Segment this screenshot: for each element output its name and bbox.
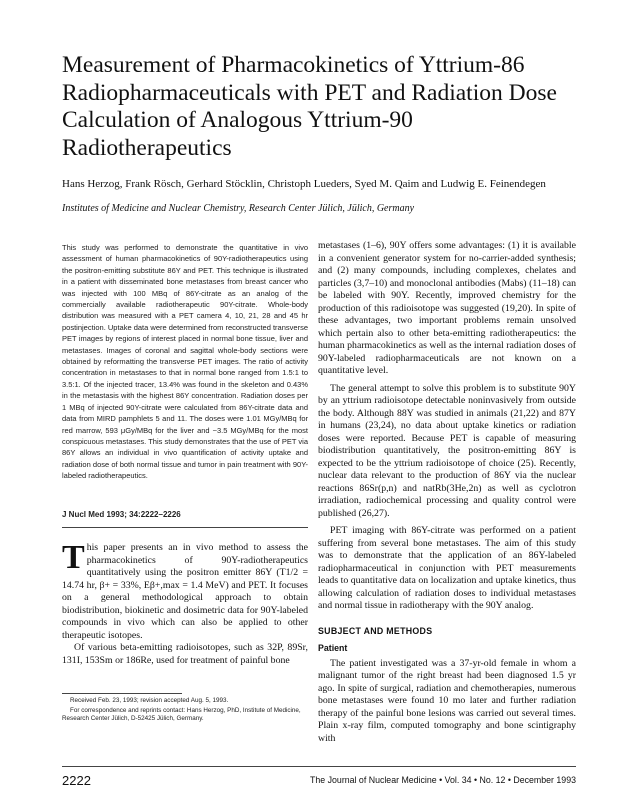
intro-column-left <box>62 539 308 667</box>
intro-paragraph <box>62 539 308 642</box>
body-paragraph: The general attempt to solve this problem is to substitute 90Y by an yttrium radioisotope detectable noninvasively from outside the body. Although 88Y was studied in animals (21,22) and 87Y in humans (23,24), no data about uptake kinetics or radiation doses were reported. Because PET is capable of measuring biodistribution quantitatively, the positron-emitting 86Y is expected to be the yttrium radioisotope of choice (25). Recently, nuclear data relevant to the production of 86Y via the nuclear reactions 86Sr(p,n) and natRb(3He,2n) as well as cyclotron irradiation, radiochemical processing and quality control were published (26,27). <box>318 382 576 519</box>
intro-text: his paper presents an in vivo method to assess the pharmacokinetics of 90Y-radiotherapeutics quantitatively using the positron emitter 86Y (T1/2 = 14.74 hr, β+ = 33%, Eβ+,max = 1.4 MeV) and PET. It focuses on a general methodological approach to obtain biodistribution, biokinetic and dosimetric data for 90Y-labeled compounds in vivo which can also be applied to other therapeutic isotopes. <box>62 542 308 641</box>
footer-divider <box>62 766 576 767</box>
journal-info: The Journal of Nuclear Medicine • Vol. 34 • No. 12 • December 1993 <box>310 775 576 785</box>
page-footer <box>62 773 576 789</box>
author-list: Hans Herzog, Frank Rösch, Gerhard Stöcklin, Christoph Lueders, Syed M. Qaim and Ludwig E. Feinendegen <box>62 178 546 190</box>
abstract-divider <box>62 527 308 528</box>
drop-cap: T <box>62 539 85 576</box>
section-heading: SUBJECT AND METHODS <box>318 625 433 636</box>
body-paragraph: The patient investigated was a 37-yr-old female in whom a malignant tumor of the right breast had been diagnosed 1.5 yr ago. In spite of surgical, radiation and chemotherapies, numerous bone metastases were found 10 mo later and further radiation therapy of the painful bone lesions was carried out several times. Plain x-ray film, computed tomography and bone scintigraphy with <box>318 657 576 744</box>
body-column-right <box>318 240 576 745</box>
footnote-divider <box>62 693 182 694</box>
body-paragraph: PET imaging with 86Y-citrate was performed on a patient suffering from several bone metastases. The aim of this study was to demonstrate that the application of an 86Y-labeled radiopharmaceutical in conjunction with PET measurements leads to quantitative data on localization and uptake kinetics, thus allowing calculation of radiation doses to individual metastases and normal tissue in radiotherapy with the 90Y analog. <box>318 525 576 611</box>
footnotes <box>62 697 308 725</box>
citation: J Nucl Med 1993; 34:2222–2226 <box>62 510 181 519</box>
affiliation: Institutes of Medicine and Nuclear Chemistry, Research Center Jülich, Jülich, Germany <box>62 203 415 214</box>
subsection-heading: Patient <box>318 643 348 653</box>
correspondence-note: For correspondence and reprints contact: Hans Herzog, PhD, Institute of Medicine, Research Center Jülich, D-52425 Jülich, Germany. <box>62 706 301 722</box>
body-paragraph: metastases (1–6), 90Y offers some advantages: (1) it is available in a convenient generator system for no-carrier-added synthesis; and (2) many compounds, including complexes, chelates and particles (3,7–10) and monoclonal antibodies (Mabs) (11–18) can be labeled with 90Y. Recently, improved chemistry for the production of this radioisotope was suggested (19,20). In spite of these advantages, two important problems remain unsolved which pertain also to other beta-emitting radiotherapeutics: the human pharmacokinetics as well as the internal radiation doses of 90Y-labeled radiopharmaceuticals are not known on a quantitative level. <box>318 240 576 376</box>
article-title: Measurement of Pharmacokinetics of Yttrium-86 Radiopharmaceuticals with PET and Radiation Dose Calculation of Analogous Yttrium-90 Radiotherapeutics <box>62 52 557 161</box>
page-number: 2222 <box>62 773 91 788</box>
body-paragraph: Of various beta-emitting radioisotopes, such as 32P, 89Sr, 131I, 153Sm or 186Re, used for treatment of painful bone <box>62 642 308 666</box>
abstract: This study was performed to demonstrate the quantitative in vivo assessment of human pharmacokinetics of 90Y-radiotherapeutics using the positron-emitting substitute 86Y and PET. This technique is illustrated in a patient with disseminated bone metastases from breast cancer who was injected with 100 MBq of 86Y-citrate as an analog of the commercially available radiotherapeutic 90Y-citrate. Whole-body distribution was measured with a PET camera 4, 10, 21, 28 and 45 hr postinjection. Uptake data were determined from reconstructed transverse PET images by regions of interest placed in normal bone tissue, liver and metastases. Images of coronal and sagittal whole-body sections were obtained by reformatting the transverse PET images. The ratio of activity concentration in metastases to that in normal bone ranged from 1.5:1 to 3.5:1. Of the injected tracer, 13.4% was found in the skeleton and 0.43% in the metastasis with the highest 86Y concentration. Radiation doses per 1 MBq of injected 90Y-citrate were calculated from 86Y-citrate data and data from MIRD pamphlets 5 and 11. The doses were 1.01 MGy/MBq for red marrow, 593 μGy/MBq for the liver and ~3.5 MGy/MBq for the most conspicuous metastases. This study demonstrates that the use of PET via 86Y allows an individual in vivo quantification of activity uptake and radiation dose of both normal tissue and tumor in pain treatment with 90Y-labeled radiotherapeutics. <box>62 243 308 481</box>
received-note: Received Feb. 23, 1993; revision accepted Aug. 5, 1993. <box>70 697 229 704</box>
